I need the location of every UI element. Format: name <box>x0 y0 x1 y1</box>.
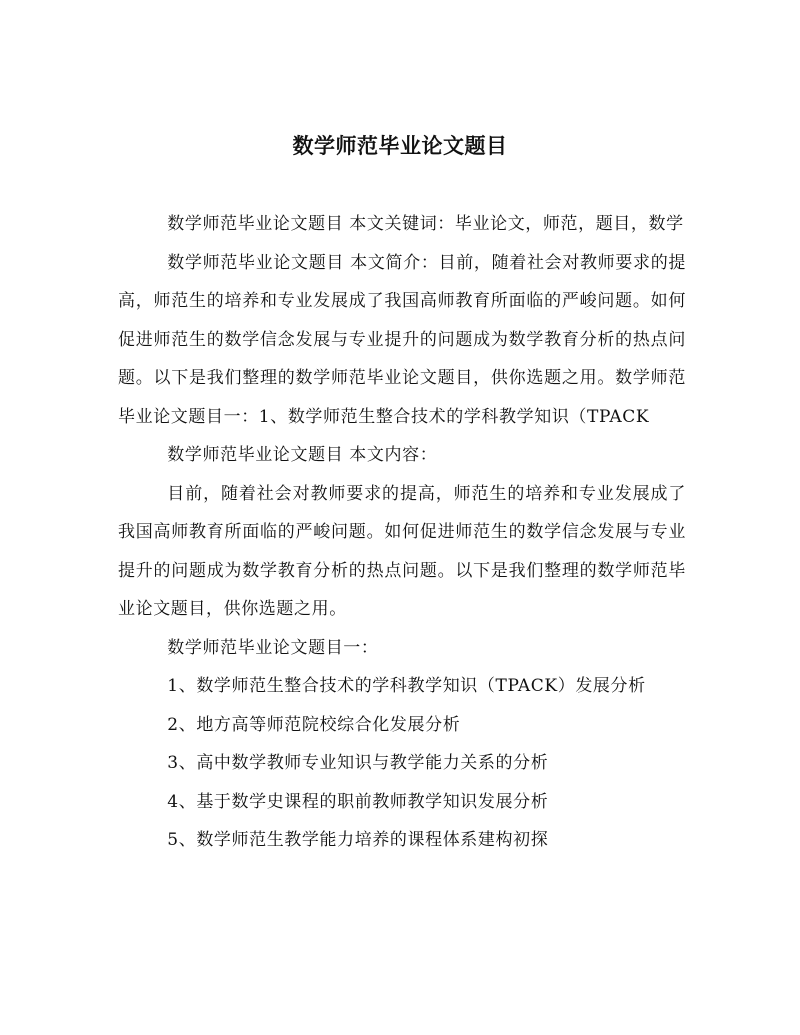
document-body <box>118 205 686 860</box>
list-item: 2、地方高等师范院校综合化发展分析 <box>167 714 461 735</box>
summary-paragraph: 数学师范毕业论文题目 本文简介：目前，随着社会对教师要求的提高，师范生的培养和专业发展成了我国高师教育所面临的严峻问题。如何促进师范生的数学信念发展与专业提升的问题成为数学教育分析的热点问题。以下是我们整理的数学师范毕业论文题目，供你选题之用。数学师范毕业论文题目一：1、数学师范生整合技术的学科教学知识（TPACK <box>118 252 686 427</box>
content-paragraph: 目前，随着社会对教师要求的提高，师范生的培养和专业发展成了我国高师教育所面临的严峻问题。如何促进师范生的数学信念发展与专业提升的问题成为数学教育分析的热点问题。以下是我们整理的数学师范毕业论文题目，供你选题之用。 <box>118 483 686 619</box>
list-item: 5、数学师范生教学能力培养的课程体系建构初探 <box>167 830 549 850</box>
list-heading: 数学师范毕业论文题目一： <box>167 637 379 658</box>
keywords-paragraph: 数学师范毕业论文题目 本文关键词：毕业论文，师范，题目，数学 <box>167 214 684 234</box>
content-heading: 数学师范毕业论文题目 本文内容： <box>167 445 438 465</box>
list-item: 1、数学师范生整合技术的学科教学知识（TPACK）发展分析 <box>167 676 646 696</box>
list-item: 4、基于数学史课程的职前教师教学知识发展分析 <box>167 791 549 812</box>
page-title: 数学师范毕业论文题目 <box>292 133 508 158</box>
list-item: 3、高中数学教师专业知识与教学能力关系的分析 <box>167 753 549 773</box>
